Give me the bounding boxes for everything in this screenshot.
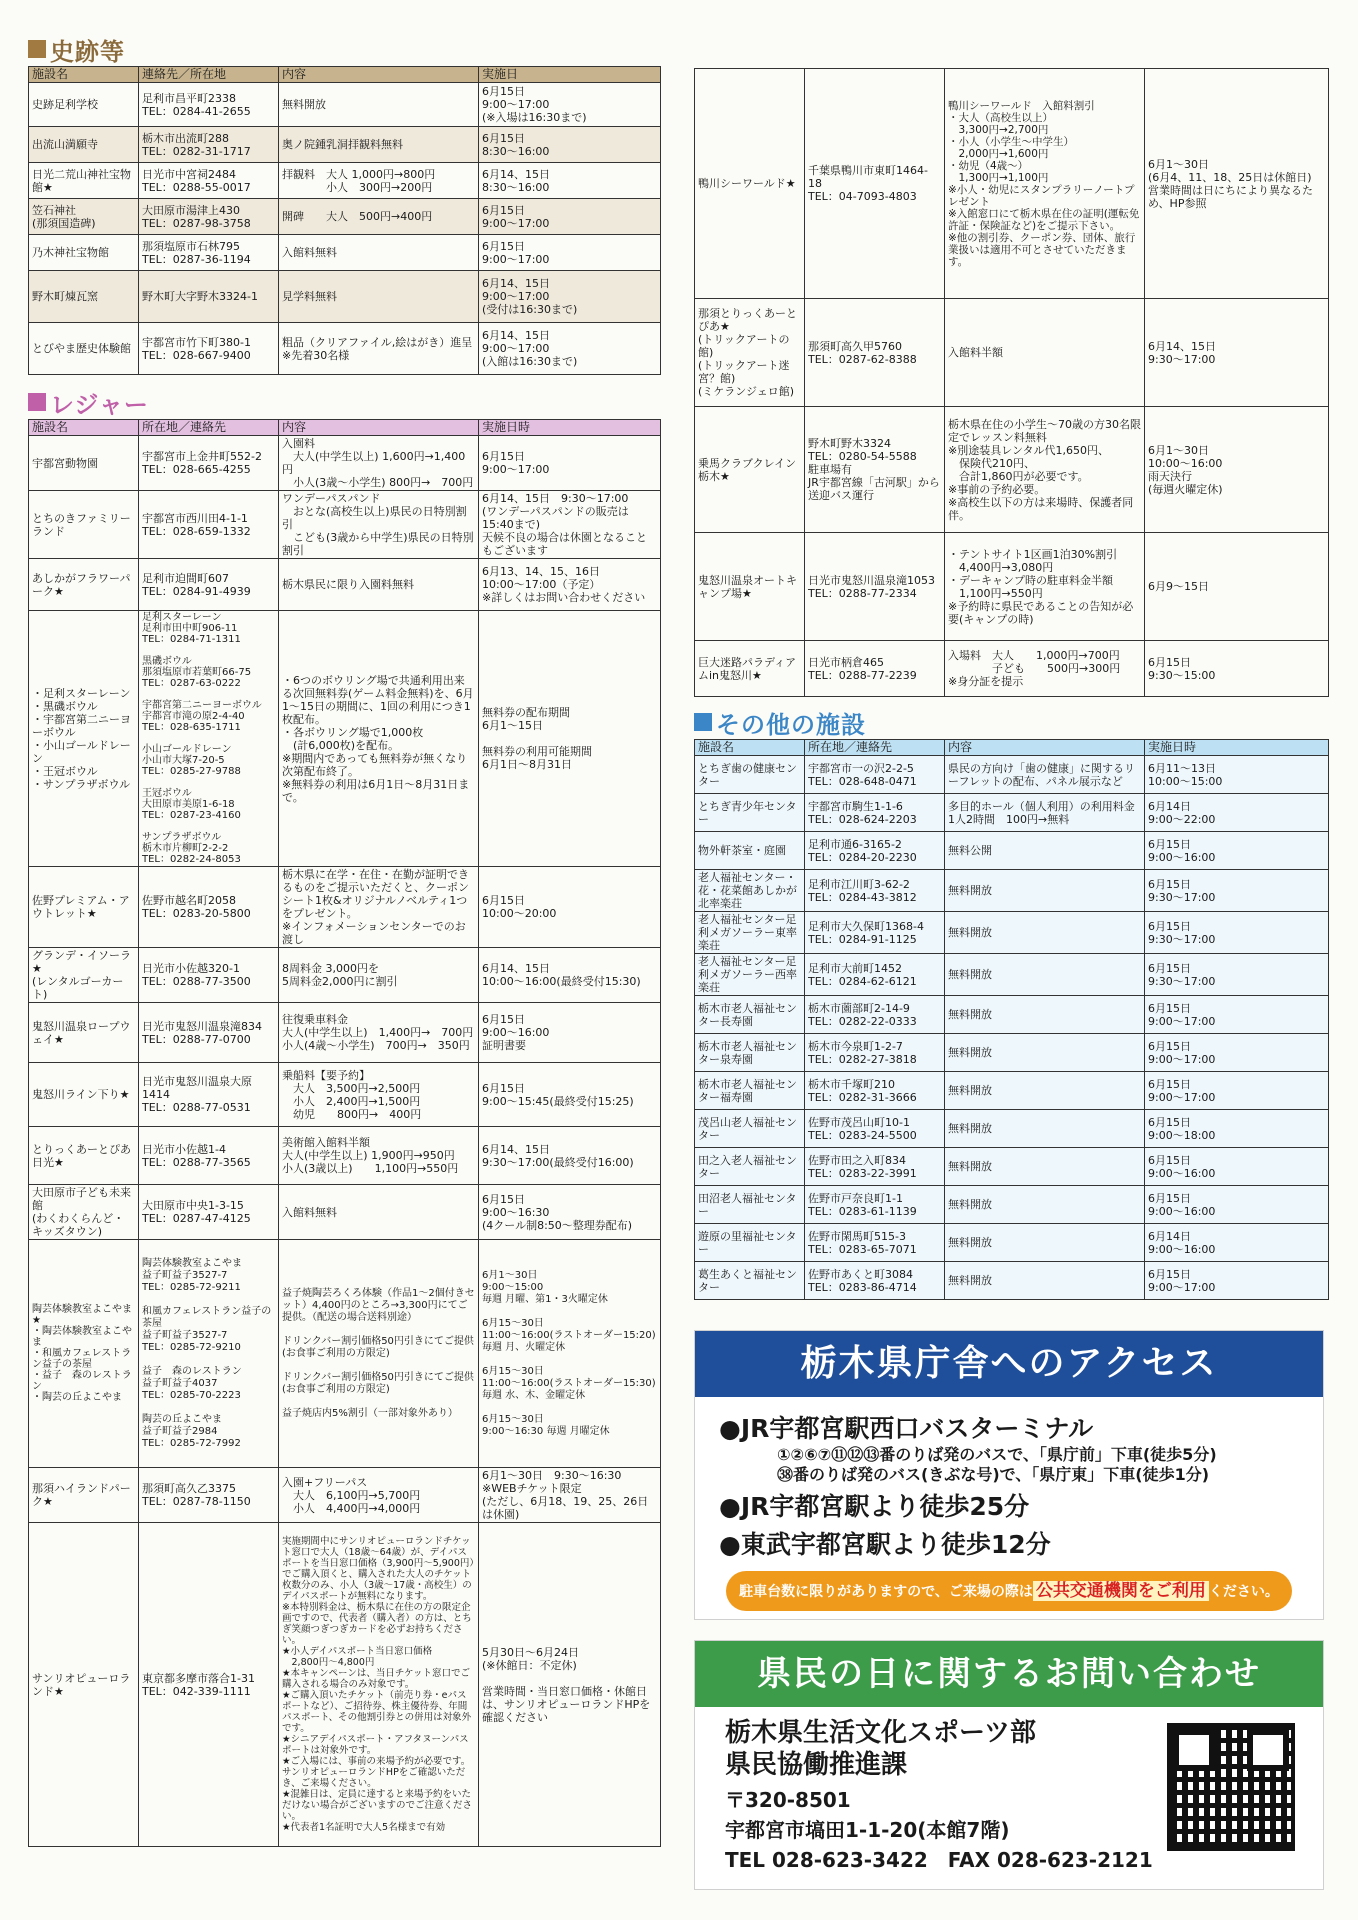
inquiry-title: 県民の日に関するお問い合わせ <box>695 1641 1323 1707</box>
table-row: 鬼怒川温泉ロープウェイ★ 日光市鬼怒川温泉滝834 TEL：0288-77-0700 往復乗車料金 大人(中学生以上) 1,400円→ 700円 小人(4歳〜小学生) 700円→ 350円 6月15日 9:00〜16:00 証明書要 <box>29 1003 661 1063</box>
table-header-row <box>29 67 661 83</box>
table-row: 遊原の里福祉センター 佐野市閑馬町515-3 TEL：0283-65-7071 無料開放 6月14日 9:00〜16:00 <box>695 1224 1329 1262</box>
table-row: 那須とりっくあーとぴあ★ (トリックアートの館) (トリックアート迷宮？館) (ミケランジェロ館) 那須町高久甲5760 TEL：0287-62-8388 入館料半額 6月14、15日 9:30〜17:00 <box>695 299 1329 407</box>
table-row: 栃木市老人福祉センター福寿園 栃木市千塚町210 TEL：0282-31-3666 無料開放 6月15日 9:00〜17:00 <box>695 1072 1329 1110</box>
table-row: 鬼怒川ライン下り★ 日光市鬼怒川温泉大原1414 TEL：0288-77-0531 乗船料【要予約】 大人 3,500円→2,500円 小人 2,400円→1,500円 幼児 800円→ 400円 6月15日 9:00〜15:45(最終受付15:25) <box>29 1063 661 1127</box>
access-bus-terminal: ●JR宇都宮駅西口バスターミナル <box>719 1414 1094 1443</box>
left-column <box>28 34 660 1847</box>
access-tobu-walk: ●東武宇都宮駅より徒歩12分 <box>719 1530 1051 1559</box>
inquiry-body <box>695 1707 1323 1885</box>
inquiry-department: 栃木県生活文化スポーツ部 <box>725 1718 1036 1748</box>
table-row: 老人福祉センター足利メガソーラー西率楽荘 足利市大前町1452 TEL：0284-62-6121 無料開放 6月15日 9:30〜17:00 <box>695 954 1329 996</box>
history-section-title: 史跡等 <box>28 34 660 64</box>
parking-notice: 駐車台数に限りがありますので、ご来場の際は 公共交通機関をご利用 ください。 <box>726 1571 1292 1611</box>
right-column <box>694 68 1328 1300</box>
table-row: 乗馬クラブクレイン栃木★ 野木町野木3324 TEL：0280-54-5588 駐車場有 JR宇都宮線「古河駅」から送迎バス運行 栃木県在住の小学生〜70歳の方30名限定でレッスン料無料 ※別途装具レンタル代1,650円、 保険代210円、 合計1,860円が必要です。 ※事前の予約必要。 ※高校生以下の方は来場時、保護者同伴。 6月1〜30日 10:00〜16:00 雨天決行 (毎週火曜定休) <box>695 407 1329 533</box>
table-row: 笠石神社 (那須国造碑) 大田原市湯津上430 TEL：0287-98-3758 開碑 大人 500円→400円 6月15日 9:00〜17:00 <box>29 199 661 235</box>
table-row: 鬼怒川温泉オートキャンプ場★ 日光市鬼怒川温泉滝1053 TEL：0288-77-2334 ・テントサイト1区画1泊30%割引 4,400円→3,080円 ・デーキャンプ時の駐車料金半額 1,100円→550円 ※予約時に県民であることの告知が必要(キャンプの時) 6月9〜15日 <box>695 533 1329 641</box>
table-row: 日光二荒山神社宝物館★ 日光市中宮祠2484 TEL：0288-55-0017 拝観料 大人 1,000円→800円 小人 300円→200円 6月14、15日 8:30〜16:00 <box>29 163 661 199</box>
table-row: 田沼老人福祉センター 佐野市戸奈良町1-1 TEL：0283-61-1139 無料開放 6月15日 9:00〜16:00 <box>695 1186 1329 1224</box>
table-row: とちのきファミリーランド 宇都宮市西川田4-1-1 TEL：028-659-1332 ワンデーパスパンド おとな(高校生以上)県民の日特別割引 こども(3歳から中学生)県民の日特別割引 6月14、15日 9:30〜17:00 (ワンデーパスパンドの販売は15:40まで) 天候不良の場合は休園となることもございます <box>29 491 661 559</box>
table-row: 那須ハイランドパーク★ 那須町高久乙3375 TEL：0287-78-1150 入園+フリーパス 大人 6,100円→5,700円 小人 4,400円→4,000円 6月1〜30日 9:30〜16:30 ※WEBチケット限定 (ただし、6月18、19、25、26日は休園) <box>29 1468 661 1523</box>
column-header: 実施日 <box>479 67 661 83</box>
table-row: グランデ・イソーラ★ (レンタルゴーカート) 日光市小佐越320-1 TEL：0288-77-3500 8周料金 3,000円を 5周料金2,000円に割引 6月14、15日 10:00〜16:00(最終受付15:30) <box>29 948 661 1003</box>
column-header: 連絡先／所在地 <box>139 67 279 83</box>
table-row: 大田原市子ども未来館 (わくわくらんど・キッズタウン) 大田原市中央1-3-15 TEL：0287-47-4125 入館料無料 6月15日 9:00〜16:30 (4クール制8:50〜整理券配布) <box>29 1185 661 1240</box>
inquiry-phone: TEL 028-623-3422 FAX 028-623-2121 <box>725 1848 1153 1872</box>
table-row: とちぎ青少年センター 宇都宮市駒生1-1-6 TEL：028-624-2203 多目的ホール（個人利用）の利用料金 1人2時間 100円→無料 6月14日 9:00〜22:00 <box>695 794 1329 832</box>
table-row: 老人福祉センター・花・花菜館あしかが北率楽荘 足利市江川町3-62-2 TEL：0284-43-3812 無料開放 6月15日 9:30〜17:00 <box>695 870 1329 912</box>
table-row: サンリオピューロランド★ 東京都多摩市落合1-31 TEL：042-339-1111 実施期間中にサンリオピューロランドチケット窓口で大人（18歳〜64歳）が、デイパスポートを当日窓口価格（3,900円〜5,900円）でご購入頂くと、購入された大人のチケット枚数分のみ、小人（3歳〜17歳・高校生）のデイパスポートが無料になります。 ※本特別料金は、栃木県に在住の方の限定企画ですので、代表者（購入者）の方は、とちぎ笑顔つぎつぎカードを必ずお持ちください。 ★小人デイパスポート当日窓口価格 2,800円〜4,800円 ★本キャンペーンは、当日チケット窓口でご購入される場合のみ対象です。 ★ご購入頂いたチケット（前売り券・eパスポートなど）、ご招待券、株主優待券、年間パスポート、その他割引券との併用は対象外です。 ★シニアデイパスポート・アフタヌーンパスポートは対象外です。 ★ご入場には、事前の来場予約が必要です。サンリオピューロランドHPをご確認いただき、ご来場ください。 ★混雑日は、定員に達すると来場予約をいただけない場合がございますのでご注意ください。 ★代表者1名証明で大人5名様まで有効 5月30日〜6月24日 (※休館日：不定休) 営業時間・当日窓口価格・休館日は、サンリオピューロランドHPを確認ください <box>29 1523 661 1847</box>
access-bus-route-1: ①②⑥⑦⑪⑫⑬番のりば発のバスで、「県庁前」下車(徒歩5分) <box>777 1445 1217 1464</box>
table-row: 史跡足利学校 足利市昌平町2338 TEL：0284-41-2655 無料開放 6月15日 9:00〜17:00 (※入場は16:30まで) <box>29 83 661 127</box>
inquiry-division: 県民協働推進課 <box>725 1750 908 1780</box>
table-row: 佐野プレミアム・アウトレット★ 佐野市越名町2058 TEL：0283-20-5800 栃木県に在学・在住・在勤が証明できるものをご提示いただくと、クーポンシート1枚&オリジナルノベルティ1つをプレゼント。 ※インフォメーションセンターでのお渡し 6月15日 10:00〜20:00 <box>29 867 661 948</box>
access-title: 栃木県庁舎へのアクセス <box>695 1331 1323 1397</box>
column-header: 所在地／連絡先 <box>805 740 945 756</box>
leisure-table <box>28 419 661 1847</box>
leisure-section-title: レジャー <box>28 387 660 417</box>
table-row: ・足利スターレーン ・黒磯ボウル ・宇都宮第二ニーヨーボウル ・小山ゴールドレーン ・王冠ボウル ・サンプラザボウル 足利スターレーン 足利市田中町906-11 TEL：0284-71-1311 黒磯ボウル 那須塩原市若葉町66-75 TEL：0287-63-0222 宇都宮第二ニーヨーボウル 宇都宮市滝の原2-4-40 TEL：028-635-1711 小山ゴールドレーン 小山市大塚7-20-5 TEL：0285-27-9788 王冠ボウル 大田原市美原1-6-18 TEL：0287-23-4160 サンプラザボウル 栃木市片柳町2-2-2 TEL：0282-24-8053 ・6つのボウリング場で共通利用出来る次回無料券(ゲーム料金無料)を、6月1〜15日の期間に、1回の利用につき1枚配布。 ・各ボウリング場で1,000枚 (計6,000枚)を配布。 ※期間内であっても無料券が無くなり次第配布終了。 ※無料券の利用は6月1日〜8月31日まで。 無料券の配布期間 6月1〜15日 無料券の利用可能期間 6月1日〜8月31日 <box>29 611 661 867</box>
column-header: 実施日時 <box>1145 740 1329 756</box>
table-row: 出流山満願寺 栃木市出流町288 TEL：0282-31-1717 奥ノ院鍾乳洞拝観料無料 6月15日 8:30〜16:00 <box>29 127 661 163</box>
square-bullet-icon <box>28 40 46 58</box>
table-row: とびやま歴史体験館 宇都宮市竹下町380-1 TEL：028-667-9400 粗品（クリアファイル,絵はがき）進呈 ※先着30名様 6月14、15日 9:00〜17:00 (入館は16:30まで) <box>29 323 661 375</box>
column-header: 内容 <box>945 740 1145 756</box>
table-row: 野木町煉瓦窯 野木町大字野木3324-1 見学料無料 6月14、15日 9:00〜17:00 (受付は16:30まで) <box>29 271 661 323</box>
table-row: 葛生あくと福祉センター 佐野市あくと町3084 TEL：0283-86-4714 無料開放 6月15日 9:00〜17:00 <box>695 1262 1329 1300</box>
column-header: 所在地／連絡先 <box>139 420 279 436</box>
square-bullet-icon <box>694 713 712 731</box>
inquiry-address: 宇都宮市塙田1-1-20(本館7階) <box>725 1818 1010 1842</box>
table-row: 陶芸体験教室よこやま★ ・陶芸体験教室よこやま ・和風カフェレストラン益子の茶屋 ・益子 森のレストラン ・陶芸の丘よこやま 陶芸体験教室よこやま 益子町益子3527-7 TEL：0285-72-9211 和風カフェレストラン益子の茶屋 益子町益子3527-7 TEL：0285-72-9210 益子 森のレストラン 益子町益子4037 TEL：0285-70-2223 陶芸の丘よこやま 益子町益子2984 TEL：0285-72-7992 益子焼陶芸ろくろ体験（作品1〜2個付きセット）4,400円のところ→3,300円にてご提供。（配送の場合送料別途） ドリンクバー割引価格50円引きにてご提供(お食事ご利用の方限定) ドリンクバー割引価格50円引きにてご提供(お食事ご利用の方限定) 益子焼店内5%割引（一部対象外あり） 6月1〜30日 9:00〜15:00 毎週 月曜、第1・3火曜定休 6月15〜30日 11:00〜16:00(ラストオーダー15:20) 毎週 月、火曜定休 6月15〜30日 11:00〜16:00(ラストオーダー15:30) 毎週 水、木、金曜定休 6月15〜30日 9:00〜16:30 毎週 月曜定休 <box>29 1240 661 1468</box>
column-header: 内容 <box>279 67 479 83</box>
table-row: とちぎ歯の健康センター 宇都宮市一の沢2-2-5 TEL：028-648-0471 県民の方向け「歯の健康」に関するリーフレットの配布、パネル展示など 6月11〜13日 10:00〜15:00 <box>695 756 1329 794</box>
column-header: 施設名 <box>29 67 139 83</box>
table-row: 鴨川シーワールド★ 千葉県鴨川市東町1464-18 TEL：04-7093-4803 鴨川シーワールド 入館料割引 ・大人（高校生以上） 3,300円→2,700円 ・小人（小学生〜中学生） 2,000円→1,600円 ・幼児（4歳〜） 1,300円→1,100円 ※小人・幼児にスタンプラリーノートプレゼント ※入館窓口にて栃木県在住の証明(運転免許証・保険証など)をご提示下さい。 ※他の割引券、クーポン券、団体、旅行業扱いは適用不可とさせていただきます。 6月1〜30日 (6月4、11、18、25日は休館日) 営業時間は日にちにより異なるため、HP参照 <box>695 69 1329 299</box>
table-row: 栃木市老人福祉センター泉寿園 栃木市今泉町1-2-7 TEL：0282-27-3818 無料開放 6月15日 9:00〜17:00 <box>695 1034 1329 1072</box>
column-header: 施設名 <box>695 740 805 756</box>
access-panel <box>694 1330 1324 1620</box>
table-row: 巨大迷路パラディアムin鬼怒川★ 日光市柄倉465 TEL：0288-77-2239 入場料 大人 1,000円→700円 子ども 500円→300円 ※身分証を提示 6月15日 9:30〜15:00 <box>695 641 1329 697</box>
column-header: 施設名 <box>29 420 139 436</box>
table-header-row <box>695 740 1329 756</box>
table-row: 栃木市老人福祉センター長寿園 栃木市薗部町2-14-9 TEL：0282-22-0333 無料開放 6月15日 9:00〜17:00 <box>695 996 1329 1034</box>
leisure-table-continued <box>694 68 1329 697</box>
access-bus-route-2: ㊳番のりば発のバス(きぶな号)で、「県庁東」下車(徒歩1分) <box>777 1465 1210 1484</box>
table-row: 乃木神社宝物館 那須塩原市石林795 TEL：0287-36-1194 入館料無料 6月15日 9:00〜17:00 <box>29 235 661 271</box>
column-header: 内容 <box>279 420 479 436</box>
column-header: 実施日時 <box>479 420 661 436</box>
access-jr-walk: ●JR宇都宮駅より徒歩25分 <box>719 1492 1030 1521</box>
inquiry-panel <box>694 1640 1324 1890</box>
inquiry-zip: 〒320-8501 <box>725 1788 851 1812</box>
other-facilities-table <box>694 739 1329 1300</box>
table-row: 物外軒茶室・庭園 足利市通6-3165-2 TEL：0284-20-2230 無料公開 6月15日 9:00〜16:00 <box>695 832 1329 870</box>
table-header-row <box>29 420 661 436</box>
history-table <box>28 66 661 375</box>
square-bullet-icon <box>28 393 46 411</box>
table-row: あしかがフラワーパーク★ 足利市迫間町607 TEL：0284-91-4939 栃木県民に限り入園料無料 6月13、14、15、16日 10:00〜17:00（予定） ※詳しくはお問い合わせください <box>29 559 661 611</box>
table-row: 宇都宮動物園 宇都宮市上金井町552-2 TEL：028-665-4255 入園料 大人(中学生以上) 1,600円→1,400円 小人(3歳〜小学生) 800円→ 700円 6月15日 9:00〜17:00 <box>29 436 661 491</box>
table-row: 老人福祉センター足利メガソーラー東率楽荘 足利市大久保町1368-4 TEL：0284-91-1125 無料開放 6月15日 9:30〜17:00 <box>695 912 1329 954</box>
qr-code-icon[interactable] <box>1167 1723 1295 1851</box>
table-row: 田之入老人福祉センター 佐野市田之入町834 TEL：0283-22-3991 無料開放 6月15日 9:00〜16:00 <box>695 1148 1329 1186</box>
access-body <box>695 1397 1323 1621</box>
notice-highlight: 公共交通機関をご利用 <box>1033 1581 1209 1601</box>
table-row: とりっくあーとぴあ日光★ 日光市小佐越1-4 TEL：0288-77-3565 美術館入館料半額 大人(中学生以上) 1,900円→950円 小人(3歳以上) 1,100円→550円 6月14、15日 9:30〜17:00(最終受付16:00) <box>29 1127 661 1185</box>
table-row: 茂呂山老人福祉センター 佐野市茂呂山町10-1 TEL：0283-24-5500 無料開放 6月15日 9:00〜18:00 <box>695 1110 1329 1148</box>
other-section-title: その他の施設 <box>694 707 1328 737</box>
